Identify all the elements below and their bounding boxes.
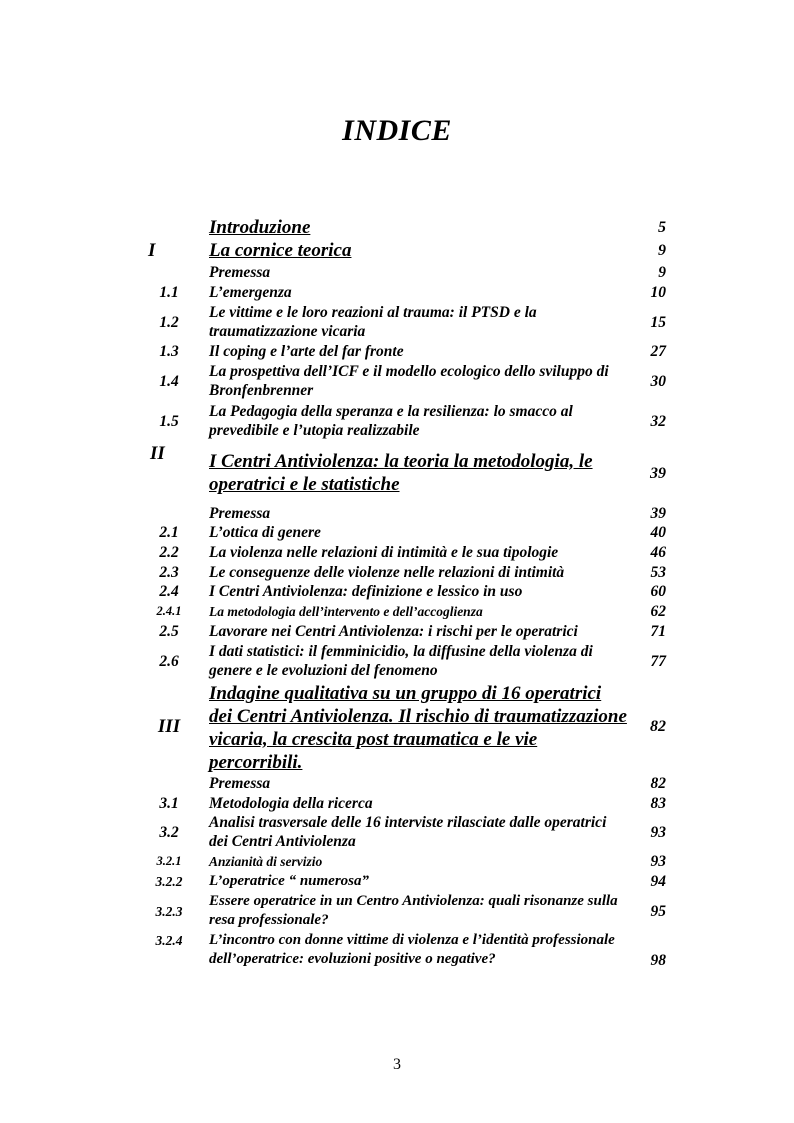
toc-entry-number: 3.2 xyxy=(159,824,179,841)
toc-entry-page: 32 xyxy=(650,413,666,430)
toc-entry-number: 1.1 xyxy=(159,284,179,301)
toc-entry-page: 62 xyxy=(650,603,666,620)
toc-entry-title: Premessa xyxy=(209,264,271,281)
toc-entry-title: Premessa xyxy=(209,775,271,792)
toc-entry-title: L’ottica di genere xyxy=(209,524,321,541)
toc-entry-title: Introduzione xyxy=(209,217,311,238)
toc-entry-title: I dati statistici: il femminicidio, la diffusine della violenza di genere e le evoluzioni del fenomeno xyxy=(209,643,593,679)
toc-entry-title: Premessa xyxy=(209,505,271,522)
toc-entry-number: 2.3 xyxy=(159,564,179,581)
toc-entry-page: 39 xyxy=(650,465,666,482)
toc-entry-title: Le vittime e le loro reazioni al trauma: il PTSD e la traumatizzazione vicaria xyxy=(209,304,537,340)
toc-entry-title: I Centri Antiviolenza: definizione e lessico in uso xyxy=(209,583,523,600)
toc-entry-number: 1.4 xyxy=(159,373,179,390)
toc-entry-number: III xyxy=(157,716,181,737)
toc-entry-page: 83 xyxy=(650,795,666,812)
toc-entry-page: 94 xyxy=(650,873,666,890)
toc-entry-page: 93 xyxy=(650,853,666,870)
toc-entry-title: I Centri Antiviolenza: la teoria la metodologia, le operatrici e le statistiche xyxy=(209,451,593,495)
toc-entry-number: 2.1 xyxy=(159,524,179,541)
toc-entry-title: L’emergenza xyxy=(209,284,292,301)
toc-entry-page: 40 xyxy=(650,524,666,541)
toc-entry-number: 3.2.4 xyxy=(155,933,183,948)
toc-entry-number: 1.2 xyxy=(159,314,179,331)
toc-entry-title: Le conseguenze delle violenze nelle relazioni di intimità xyxy=(209,564,565,581)
toc-entry-title: Metodologia della ricerca xyxy=(209,795,373,812)
toc-entry-number: I xyxy=(148,240,156,261)
toc-entry-number: 2.6 xyxy=(159,653,179,670)
toc-entry-page: 60 xyxy=(650,583,666,600)
toc-entry-title: Analisi trasversale delle 16 interviste rilasciate dalle operatrici dei Centri Antiviolenza xyxy=(209,814,607,850)
toc-entry-title: La Pedagogia della speranza e la resilienza: lo smacco al prevedibile e l’utopia realizzabile xyxy=(209,403,573,439)
toc-entry-number: 3.2.1 xyxy=(156,854,182,868)
toc-entry-page: 46 xyxy=(650,544,666,561)
toc-entry-title: La prospettiva dell’ICF e il modello ecologico dello sviluppo di Bronfenbrenner xyxy=(209,363,609,399)
toc-entry-page: 9 xyxy=(658,264,666,281)
toc-entry-page: 27 xyxy=(650,343,666,360)
toc-entry-title: La violenza nelle relazioni di intimità e le sua tipologie xyxy=(209,544,559,561)
toc-entry-number: 2.5 xyxy=(159,623,179,640)
toc-entry-page: 5 xyxy=(658,219,666,236)
toc-entry-title: L’incontro con donne vittime di violenza e l’identità professionale dell’operatrice: evoluzioni positive o negative? xyxy=(209,932,615,967)
toc-entry-title: Lavorare nei Centri Antiviolenza: i rischi per le operatrici xyxy=(209,623,578,640)
toc-entry-page: 95 xyxy=(650,903,666,920)
toc-entry-page: 77 xyxy=(650,653,666,670)
toc-entry-page: 82 xyxy=(650,775,666,792)
toc-entry-number: 2.4.1 xyxy=(156,604,182,618)
toc-entry-number: 1.5 xyxy=(159,413,179,430)
toc-entry-page: 53 xyxy=(650,564,666,581)
toc-entry-page: 82 xyxy=(650,718,666,735)
toc-entry-title: Anzianità di servizio xyxy=(209,854,323,869)
toc-entry-number: II xyxy=(150,443,165,464)
toc-entry-page: 71 xyxy=(650,623,666,640)
toc-entry-page: 10 xyxy=(650,284,666,301)
toc-entry-title: Essere operatrice in un Centro Antiviolenza: quali risonanze sulla resa professionale? xyxy=(209,893,618,928)
toc-entry-number: 3.1 xyxy=(159,795,179,812)
toc-entry-page: 30 xyxy=(650,373,666,390)
toc-entry-page: 93 xyxy=(650,824,666,841)
toc-entry-title: Il coping e l’arte del far fronte xyxy=(209,343,404,360)
toc-entry-title: La metodologia dell’intervento e dell’accoglienza xyxy=(209,604,483,619)
toc-entry-number: 2.2 xyxy=(159,544,179,561)
toc-entry-number: 3.2.3 xyxy=(155,904,183,919)
toc-entry-number: 3.2.2 xyxy=(155,874,183,889)
toc-entry-title: L’operatrice “ numerosa” xyxy=(209,873,369,889)
toc-entry-number: 1.3 xyxy=(159,343,179,360)
toc-entry-page: 39 xyxy=(650,505,666,522)
toc-entry-page: 9 xyxy=(658,242,666,259)
toc-entry-page: 98 xyxy=(650,952,666,969)
page-title: INDICE xyxy=(342,114,452,147)
toc-entry-number: 2.4 xyxy=(159,583,179,600)
toc-entry-title: La cornice teorica xyxy=(209,240,352,261)
toc-entry-page: 15 xyxy=(650,314,666,331)
toc-entry-title: Indagine qualitativa su un gruppo di 16 operatrici dei Centri Antiviolenza. Il rischio di traumatizzazione vicaria, la crescita post traumatica e le vie percorribili. xyxy=(209,683,627,773)
page-number: 3 xyxy=(393,1056,401,1073)
